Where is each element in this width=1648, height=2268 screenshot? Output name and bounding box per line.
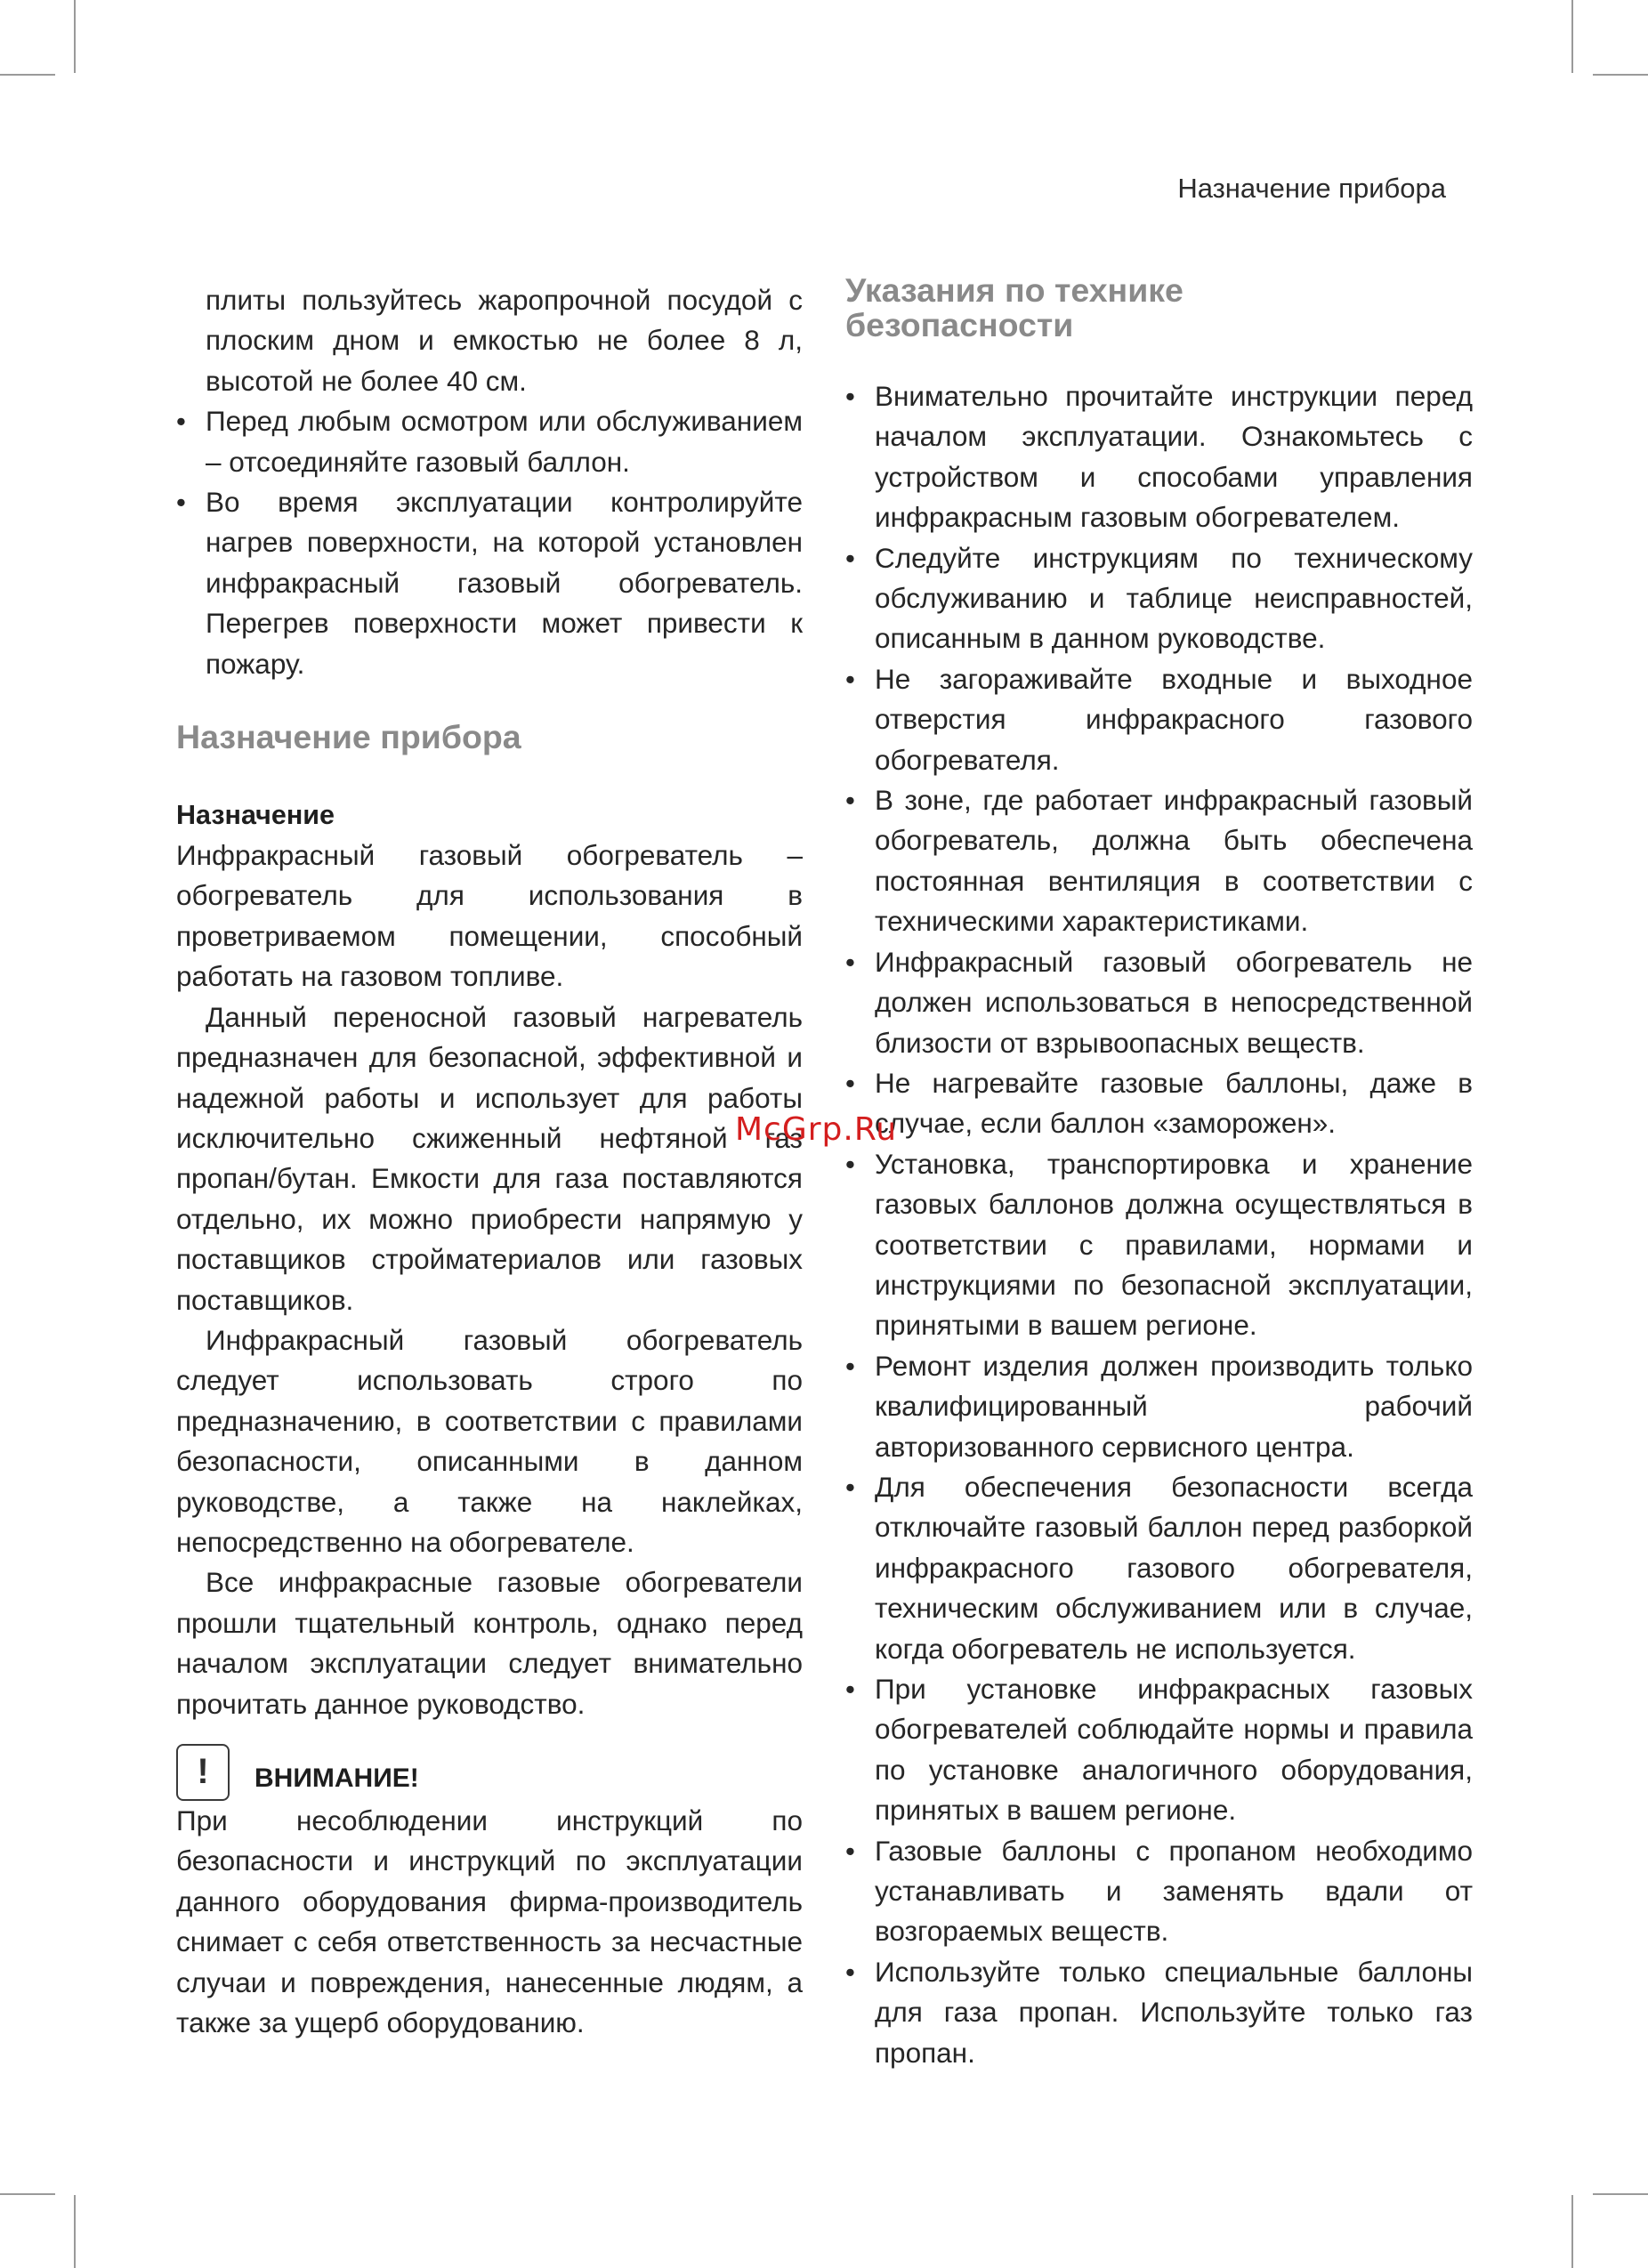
left-column — [176, 280, 803, 2043]
list-item-continued: плиты пользуйтесь жаропрочной посудой с плоским дном и емкостью не более 8 л, высотой не более 40 см. — [206, 284, 803, 397]
subsection-title: Назначение — [176, 800, 335, 831]
crop-mark-top-left — [74, 0, 76, 73]
exclamation-icon: ! — [176, 1744, 230, 1801]
list-item: • Внимательно прочитайте инструкции перед началом эксплуатации. Ознакомьтесь с устройством и способами управления инфракрасным газовым обогревателем. — [845, 376, 1473, 538]
list-item: • Используйте только специальные баллоны для газа пропан. Используйте только газ пропан. — [845, 1952, 1473, 2073]
list-item: • Газовые баллоны с пропаном необходимо устанавливать и заменять вдали от возгораемых веществ. — [845, 1831, 1473, 1952]
list-item: • Не нагревайте газовые баллоны, даже в случае, если баллон «заморожен». — [845, 1063, 1473, 1144]
paragraph: Все инфракрасные газовые обогреватели прошли тщательный контроль, однако перед началом эксплуатации следует внимательно прочитать данное руководство. — [176, 1566, 803, 1720]
crop-mark-top-left — [0, 74, 55, 76]
paragraph: Данный переносной газовый нагреватель предназначен для безопасной, эффективной и надежной работы и использует для работы исключительно сжиженный нефтяной газ пропан/бутан. Емкости для газа поставляются отдельно, их можно приобрести напрямую у поставщиков стройматериалов или газовых поставщиков. — [176, 1000, 803, 1316]
safety-bullet-list — [845, 376, 1473, 2073]
left-bullet-list — [176, 280, 803, 684]
list-item: • Для обеспечения безопасности всегда отключайте газовый баллон перед разборкой инфракрасного газового обогревателя, техническим обслуживанием или в случае, когда обогреватель не используется. — [845, 1467, 1473, 1669]
list-item: • Не загораживайте входные и выходное отверстия инфракрасного газового обогревателя. — [845, 659, 1473, 780]
crop-mark-top-right — [1571, 0, 1573, 73]
list-item: • При установке инфракрасных газовых обогревателей соблюдайте нормы и правила по установке аналогичного оборудования, принятых в вашем регионе. — [845, 1669, 1473, 1831]
watermark: McGrp.Ru — [735, 1111, 898, 1148]
list-item: • В зоне, где работает инфракрасный газовый обогреватель, должна быть обеспечена постоянная вентиляция в соответствии с техническими характеристиками. — [845, 780, 1473, 942]
warning-header — [176, 1744, 803, 1801]
crop-mark-bottom-left — [74, 2195, 76, 2268]
right-column — [845, 271, 1473, 2073]
list-item: • Установка, транспортировка и хранение газовых баллонов должна осуществляться в соответствии с правилами, нормами и инструкциями по безопасной эксплуатации, принятыми в вашем регионе. — [845, 1144, 1473, 1346]
crop-mark-bottom-left — [0, 2193, 55, 2195]
section-title-purpose: Назначение прибора — [176, 718, 521, 756]
running-header: Назначение прибора — [1177, 173, 1446, 204]
list-item: • Во время эксплуатации контролируйте нагрев поверхности, на которой установлен инфракрасный газовый обогреватель. Перегрев поверхности может привести к пожару. — [176, 482, 803, 684]
crop-mark-top-right — [1593, 74, 1648, 76]
list-item: • Инфракрасный газовый обогреватель не должен использоваться в непосредственной близости от взрывоопасных веществ. — [845, 942, 1473, 1063]
list-item: • Следуйте инструкциям по техническому обслуживанию и таблице неисправностей, описанным в данном руководстве. — [845, 538, 1473, 659]
list-item: • Ремонт изделия должен производить только квалифицированный рабочий авторизованного сервисного центра. — [845, 1346, 1473, 1467]
paragraph: Инфракрасный газовый обогреватель – обогреватель для использования в проветриваемом помещении, способный работать на газовом топливе. — [176, 839, 803, 993]
warning-text: При несоблюдении инструкций по безопасности и инструкций по эксплуатации данного оборудования фирма-производитель снимает с себя ответственность за несчастные случаи и повреждения, нанесенные людям, а также за ущерб оборудованию. — [176, 1804, 803, 2039]
section-title-safety: Указания по технике безопасности — [845, 271, 1183, 343]
crop-mark-bottom-right — [1593, 2193, 1648, 2195]
warning-title: ВНИМАНИЕ! — [254, 1764, 419, 1794]
paragraph: Инфракрасный газовый обогреватель следует использовать строго по предназначению, в соответствии с правилами безопасности, описанными в данном руководстве, а также на наклейках, непосредственно на обогревателе. — [176, 1323, 803, 1558]
list-item: • Перед любым осмотром или обслуживанием – отсоединяйте газовый баллон. — [176, 401, 803, 482]
crop-mark-bottom-right — [1571, 2195, 1573, 2268]
